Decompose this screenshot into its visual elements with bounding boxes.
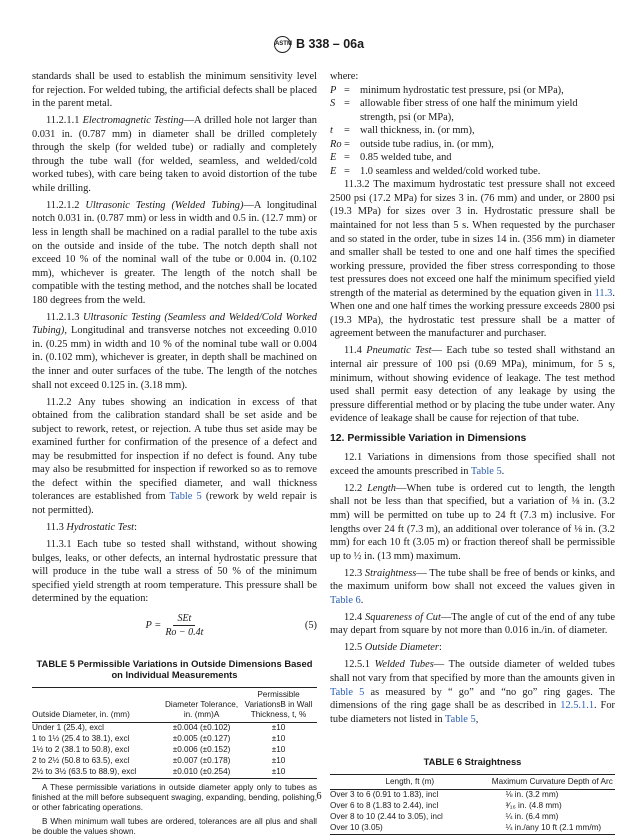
table-5-link[interactable]: Table 5 bbox=[470, 465, 502, 477]
document-designation: B 338 – 06a bbox=[295, 36, 365, 51]
paragraph-12-2: 12.2 Length—When tube is ordered cut to length, the length shall not be less than that specified, but a variation of ⅛ in. (3.2 mm) will be permitted on tube up to 24 ft (7.3 m) inclusive. For lengths over 24 ft (7.3 m), an additional over tolerance of ⅛ in. (3.2 mm) for each 10 ft (3.05 m) or fraction thereof shall be permissible up to ½ in. (13 mm) maximum. bbox=[330, 482, 615, 562]
table-cell: 1½ to 2 (38.1 to 50.8), excl bbox=[32, 745, 130, 755]
table-5-link[interactable]: Table 5 bbox=[444, 713, 476, 725]
variable-definition: E = 0.85 welded tube, and bbox=[330, 152, 452, 164]
variable-definitions bbox=[330, 84, 615, 179]
table-5-link[interactable]: Table 5 bbox=[330, 686, 365, 698]
table-cell: ±0.010 (±0.254) bbox=[172, 767, 231, 777]
table-cell: Over 10 (3.05) bbox=[330, 823, 383, 833]
table-cell: Over 8 to 10 (2.44 to 3.05), incl bbox=[330, 812, 443, 822]
paragraph-11-3-1: 11.3.1 Each tube so tested shall withstand, without showing bulges, leaks, or other defects, an internal hydrostatic pressure that will produce in the tube wall a stress of 50 % of the minimum specified yield strength at room temperature. This pressure shall be determined by the equation: bbox=[32, 539, 317, 605]
table-6: Length, ft (m) Maximum Curvature Depth of Arc Over 3 to 6 (0.91 to 1.83), incl ⅛ in. (3.2 mm) Over 6 to 8 (1.83 to 2.44), incl ³⁄₁₆ in. (4.8 mm) Over 8 to 10 (2.44 to 3.05), incl ¼ in. (6.4 mm) Over 10 (3.05) ¼ in./any 10 ft (2.1 mm/m) bbox=[330, 774, 615, 835]
table-cell: ±10 bbox=[271, 723, 286, 733]
table-cell: 2 to 2½ (50.8 to 63.5), excl bbox=[32, 756, 130, 766]
table-5-link[interactable]: Table 5 bbox=[169, 491, 202, 503]
astm-logo-icon: ASTM bbox=[274, 36, 291, 53]
table-cell: Under 1 (25.4), excl bbox=[32, 723, 104, 733]
variable-definition: Ro = outside tube radius, in. (or mm), bbox=[330, 138, 494, 150]
paragraph-11-3: 11.3 Hydrostatic Test: bbox=[46, 522, 137, 533]
table-cell: ±0.004 (±0.102) bbox=[172, 723, 231, 733]
table-cell: ±10 bbox=[271, 734, 286, 744]
paragraph: standards shall be used to establish the minimum sensitivity level for rejection. For welded tubing, the artificial defects shall be placed in the parent metal. bbox=[32, 71, 317, 110]
page-header bbox=[0, 36, 638, 53]
table-cell: ¼ in. (6.4 mm) bbox=[505, 812, 559, 822]
paragraph-11-2-1-1: 11.2.1.1 Electromagnetic Testing—A drilled hole not larger than 0.031 in. (0.787 mm) in diameter shall be drilled completely through the skelp (for welded tube) or radially and completely through the tube wall (for welded, seamless, and welded/cold worked tubes), with care being taken to avoid distortion of the tube while drilling. bbox=[32, 115, 317, 194]
variable-definition: t = wall thickness, in. (or mm), bbox=[330, 125, 475, 137]
paragraph-12-3: 12.3 Straightness— The tube shall be free of bends or kinks, and the maximum uniform bow shall not exceed the values given in Table 6. bbox=[330, 567, 616, 606]
table-5-footnote-a: A These permissible variations in outside diameter apply only to tubes as finished at the mill before subsequent swaging, expanding, bending, polishing, or other fabricating operations. bbox=[32, 782, 317, 812]
table-5-footnote-b: B When minimum wall tubes are ordered, tolerances are all plus and shall be double the values shown. bbox=[32, 816, 317, 836]
table-row bbox=[330, 801, 615, 812]
right-column bbox=[330, 70, 615, 835]
table-cell: Over 6 to 8 (1.83 to 2.44), incl bbox=[330, 801, 439, 811]
paragraph-12-5-1: 12.5.1 Welded Tubes— The outside diameter of welded tubes shall not vary from that specified by more than the amounts given in Table 5 as measured by “ go” and “no go” ring gages. The dimensions of the ring gage shall be as described in 12.5.1.1. For tube diameters not listed in Table 5, bbox=[330, 659, 615, 725]
table-cell: ±0.006 (±0.152) bbox=[172, 745, 231, 755]
table-cell: Over 3 to 6 (0.91 to 1.83), incl bbox=[330, 790, 439, 800]
variable-definition: E = 1.0 seamless and welded/cold worked tube. bbox=[330, 165, 541, 177]
table-row bbox=[32, 734, 317, 745]
table-6-link[interactable]: Table 6 bbox=[330, 594, 361, 606]
where-label: where: bbox=[330, 71, 359, 82]
paragraph-11-2-1-2: 11.2.1.2 Ultrasonic Testing (Welded Tubing)—A longitudinal notch 0.031 in. (0.787 mm) or less in width and 0.5 in. (12.7 mm) or less in length shall be machined on a radial parallel to the tube axis on the outside and inside of the tube. The notch depth shall not exceed 10 % of the nominal wall of the tube or 0.004 in. (0.102 mm), whichever is greater. The length of the notch shall be compatible with the testing method, and the notches shall be located 180 degrees from the weld. bbox=[32, 199, 317, 306]
table-5: Outside Diameter, in. (mm) Diameter Tolerance, in. (mm)A Permissible VariationsB in Wall Thickness, t, % Under 1 (25.4), excl ±0.004 (±0.102) ±10 1 to 1½ (25.4 to 38.1), excl ±0.005 (±0.127) ±10 1½ to 2 (38.1 to 50.8), excl ±0.006 (±0.152) ±10 2 to 2½ (50.8 to 63.5), excl ±0.007 (±0.178) ±10 2½ to 3½ (63.5 to 88.9), excl ±0.010 (±0.254) ±10 bbox=[32, 687, 317, 779]
variable-definition: P = minimum hydrostatic test pressure, psi (or MPa), bbox=[330, 84, 564, 96]
table-cell: ±0.007 (±0.178) bbox=[172, 756, 231, 766]
table-cell: ±0.005 (±0.127) bbox=[172, 734, 231, 744]
paragraph-12-1: 12.1 Variations in dimensions from those specified shall not exceed the amounts prescribed in Table 5. bbox=[330, 452, 615, 477]
table-cell: ¼ in./any 10 ft (2.1 mm/m) bbox=[505, 823, 602, 833]
paragraph-11-4: 11.4 Pneumatic Test— Each tube so tested shall withstand an internal air pressure of 100 psi (0.69 MPa), minimum, for 5 s, minimum, without showing evidence of leakage. The test method used shall permit easy detection of any leakage by using the pressure differential method or by placing the tube under water. Any evidence of leakage shall be cause for rejection of that tube. bbox=[330, 345, 615, 425]
table-6-caption: TABLE 6 Straightness bbox=[423, 756, 522, 768]
table-cell: ±10 bbox=[271, 745, 286, 755]
table-row bbox=[32, 745, 317, 756]
left-column bbox=[32, 70, 317, 837]
table-row bbox=[32, 756, 317, 767]
page-number: 6 bbox=[316, 791, 322, 802]
table-cell: ±10 bbox=[271, 767, 286, 777]
table-cell: ³⁄₁₆ in. (4.8 mm) bbox=[505, 801, 562, 811]
paragraph-11-2-2: 11.2.2 Any tubes showing an indication in excess of that obtained from the calibration standard shall be set aside and be subject to rework, retest, or rejection. A tube thus set aside may be examined further for confirmation of the presence of a defect and may be resubmitted for inspection if no defect is found. Any tube may also be resubmitted for inspection if reworked so as to remove the defect within the specified diameter, and wall thickness tolerances are established from Table 5 (rework by weld repair is not permitted). bbox=[32, 396, 317, 516]
variable-definition: S = allowable fiber stress of one half the minimum yield strength, psi (or MPa), bbox=[330, 98, 578, 123]
table-cell: ±10 bbox=[271, 756, 286, 766]
paragraph-11-2-1-3: 11.2.1.3 Ultrasonic Testing (Seamless and Welded/Cold Worked Tubing), Longitudinal and transverse notches not exceeding 0.010 in. (0.25 mm) in width and 10 % of the nominal tube wall or 0.004 in. (0.102 mm), whichever is greater, in depth shall be machined on the inner and outer surfaces of the tube. The length of the notches shall not exceed 0.125 in. (3.18 mm). bbox=[32, 311, 317, 391]
table-cell: 1 to 1½ (25.4 to 38.1), excl bbox=[32, 734, 130, 744]
table-row bbox=[330, 812, 615, 823]
equation-5: P = $\frac{\text{SEt}}{Ro - 0.4t}$ (5) bbox=[145, 612, 317, 639]
section-heading: 12. Permissible Variation in Dimensions bbox=[330, 432, 527, 444]
table-5-caption: TABLE 5 Permissible Variations in Outside Dimensions Based on Individual Measurements bbox=[36, 657, 313, 681]
table-row bbox=[32, 722, 317, 734]
section-11-3-link[interactable]: 11.3 bbox=[594, 287, 613, 299]
paragraph-12-4: 12.4 Squareness of Cut—The angle of cut of the end of any tube may depart from square by not more than 0.016 in./in. of diameter. bbox=[330, 611, 615, 637]
section-12-5-1-1-link[interactable]: 12.5.1.1 bbox=[560, 700, 595, 712]
paragraph-11-3-2: 11.3.2 The maximum hydrostatic test pressure shall not exceed 2500 psi (17.2 MPa) for sizes 3 in. (76 mm) and under, or 2800 psi (19.3 MPa) for sizes over 3 in. Hydrostatic pressure shall be maintained for not less than 5 s. When requested by the purchaser and so stated in the order, tube in sizes 14 in. (356 mm) in diameter and smaller shall be tested to one and one half times the specified working pressure, provided the fiber stress corresponding to those test pressures does not exceed one half the minimum specified yield strength of the material as determined by the equation given in 11.3. When one and one half times the working pressure exceeds 2800 psi (19.3 MPa), the hydrostatic test pressure shall be a matter of agreement between the manufacturer and purchaser. bbox=[330, 179, 615, 340]
table-row bbox=[330, 823, 615, 835]
table-cell: 2½ to 3½ (63.5 to 88.9), excl bbox=[32, 767, 137, 777]
paragraph-12-5: 12.5 Outside Diameter: bbox=[344, 642, 442, 654]
table-cell: ⅛ in. (3.2 mm) bbox=[505, 790, 559, 800]
table-row bbox=[32, 767, 317, 779]
